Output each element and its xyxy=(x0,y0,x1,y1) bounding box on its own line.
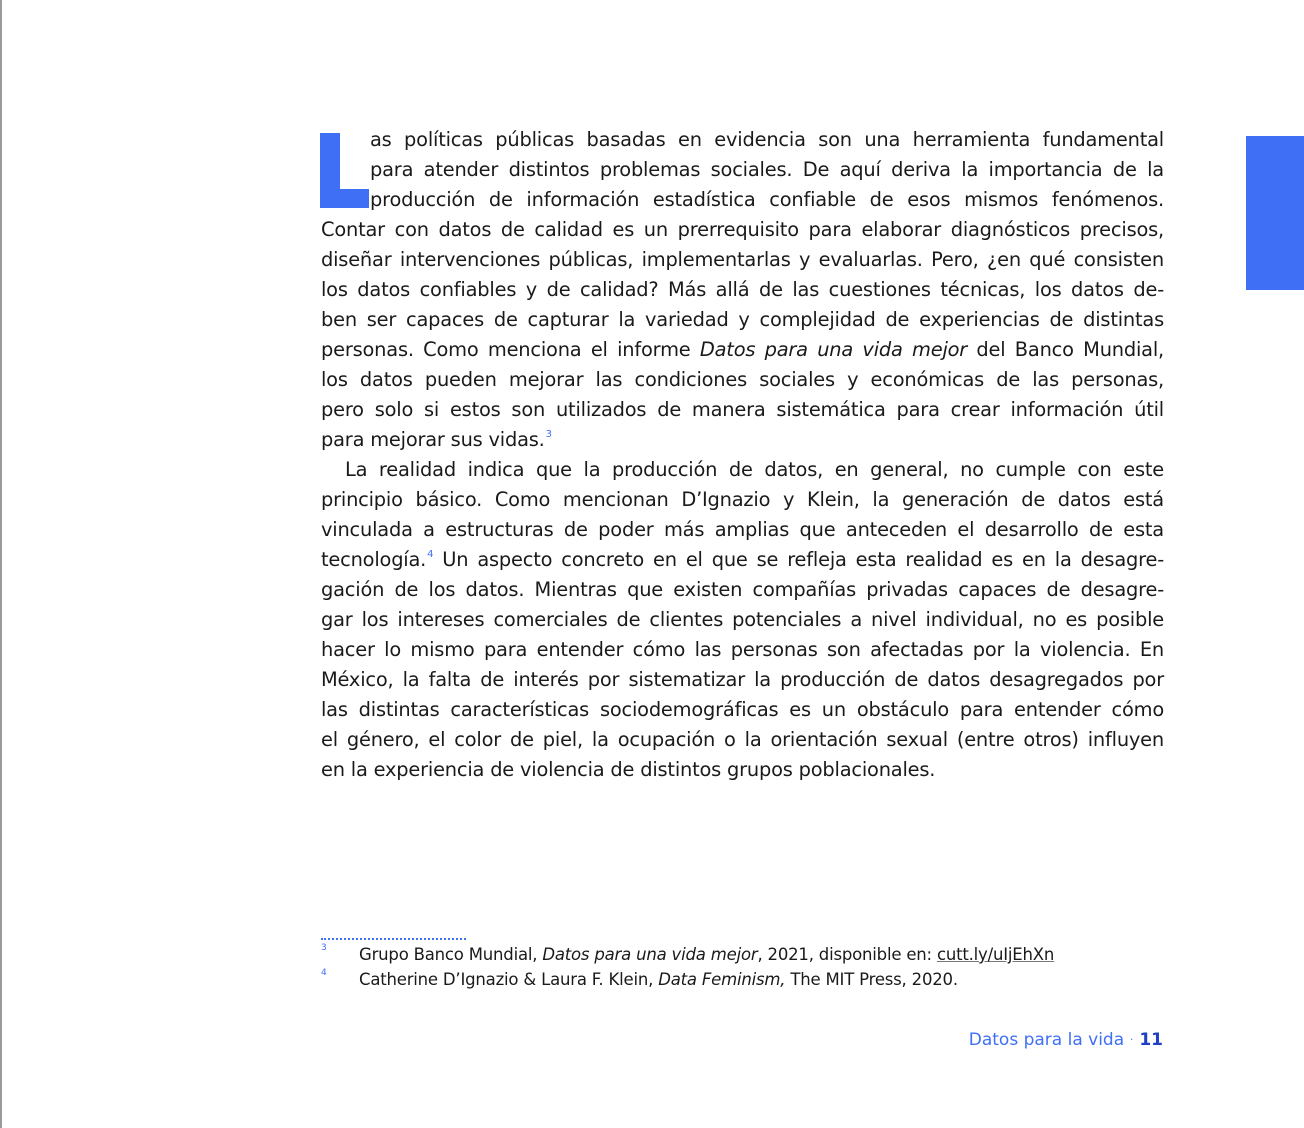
footnote-separator xyxy=(321,938,466,940)
text-line xyxy=(321,305,1164,335)
text-line xyxy=(321,365,1164,395)
text-run: del Banco Mundial, xyxy=(967,338,1165,361)
text-run: vinculada a estructuras de poder más amplias que anteceden el desarrollo de esta xyxy=(321,518,1164,541)
text-run: el género, el color de piel, la ocupación o la orientación sexual (entre otros) influyen xyxy=(321,728,1164,751)
section-tab xyxy=(1246,136,1304,290)
text-line xyxy=(321,635,1164,665)
footnote-text: The MIT Press, 2020. xyxy=(785,970,958,989)
text-line xyxy=(321,455,1164,485)
text-run: diseñar intervenciones públicas, implementarlas y evaluarlas. Pero, ¿en qué consisten xyxy=(321,248,1164,271)
text-run: pero solo si estos son utilizados de manera sistemática para crear información útil xyxy=(321,398,1164,421)
footnote-reference[interactable]: 3 xyxy=(545,429,552,440)
page-left-edge xyxy=(0,0,2,1128)
page-footer xyxy=(969,1030,1163,1050)
footer-separator: · xyxy=(1130,1034,1134,1046)
text-run: gación de los datos. Mientras que existen compañías privadas capaces de desagre- xyxy=(321,578,1164,601)
text-run: Contar con datos de calidad es un prerrequisito para elaborar diagnósticos precisos, xyxy=(321,218,1164,241)
text-run: hacer lo mismo para entender cómo las personas son afectadas por la violencia. En xyxy=(321,638,1164,661)
footnote-text: Grupo Banco Mundial, xyxy=(359,945,543,964)
text-line xyxy=(321,605,1164,635)
text-run: gar los intereses comerciales de clientes potenciales a nivel individual, no es posible xyxy=(321,608,1164,631)
text-run: los datos confiables y de calidad? Más allá de las cuestiones técnicas, los datos de- xyxy=(321,278,1164,301)
text-run: personas. Como menciona el informe xyxy=(321,338,700,361)
footnote-text: Catherine D’Ignazio & Laura F. Klein, xyxy=(359,970,659,989)
text-line xyxy=(321,755,1164,785)
text-line xyxy=(321,275,1164,305)
text-line xyxy=(370,125,1164,155)
page-number: 11 xyxy=(1139,1030,1163,1050)
text-line xyxy=(321,545,1164,575)
footnote-number: 4 xyxy=(321,968,327,978)
running-title: Datos para la vida xyxy=(968,1030,1125,1050)
text-run: ben ser capaces de capturar la variedad y complejidad de experiencias de distintas xyxy=(321,308,1164,331)
italic-title: Datos para una vida mejor xyxy=(699,338,968,361)
text-run: para mejorar sus vidas. xyxy=(321,428,545,451)
footnote-text: , 2021, disponible en: xyxy=(757,945,937,964)
footnote-number: 3 xyxy=(321,943,327,953)
text-run: as políticas públicas basadas en evidencia son una herramienta fundamental xyxy=(370,128,1164,151)
text-line xyxy=(321,725,1164,755)
text-run: México, la falta de interés por sistematizar la producción de datos desagregados por xyxy=(321,668,1164,691)
text-line xyxy=(321,695,1164,725)
body-text xyxy=(321,125,1164,785)
footnote-reference[interactable]: 4 xyxy=(427,549,434,560)
footnote-title: Data Feminism, xyxy=(658,970,786,989)
text-run: La realidad indica que la producción de datos, en general, no cumple con este xyxy=(345,458,1164,481)
text-run: principio básico. Como mencionan D’Ignazio y Klein, la generación de datos está xyxy=(321,488,1164,511)
text-run: tecnología. xyxy=(321,548,427,571)
text-line xyxy=(321,485,1164,515)
text-line xyxy=(370,155,1164,185)
text-line xyxy=(321,395,1164,425)
text-line xyxy=(321,515,1164,545)
text-line xyxy=(370,185,1164,215)
text-run: Un aspecto concreto en el que se refleja esta realidad es en la desagre- xyxy=(433,548,1164,571)
text-run: producción de información estadística confiable de esos mismos fenómenos. xyxy=(370,188,1164,211)
footnote-title: Datos para una vida mejor xyxy=(542,945,758,964)
text-run: en la experiencia de violencia de distintos grupos poblacionales. xyxy=(321,758,936,781)
text-run: para atender distintos problemas sociales. De aquí deriva la importancia de la xyxy=(370,158,1164,181)
text-run: los datos pueden mejorar las condiciones sociales y económicas de las personas, xyxy=(321,368,1164,391)
text-line xyxy=(321,665,1164,695)
text-run: las distintas características sociodemográficas es un obstáculo para entender cómo xyxy=(321,698,1164,721)
text-line xyxy=(321,335,1164,365)
text-line xyxy=(321,575,1164,605)
footnote-link[interactable]: cutt.ly/uIjEhXn xyxy=(936,945,1055,964)
text-line xyxy=(321,245,1164,275)
text-line xyxy=(321,215,1164,245)
text-line xyxy=(321,425,1164,455)
